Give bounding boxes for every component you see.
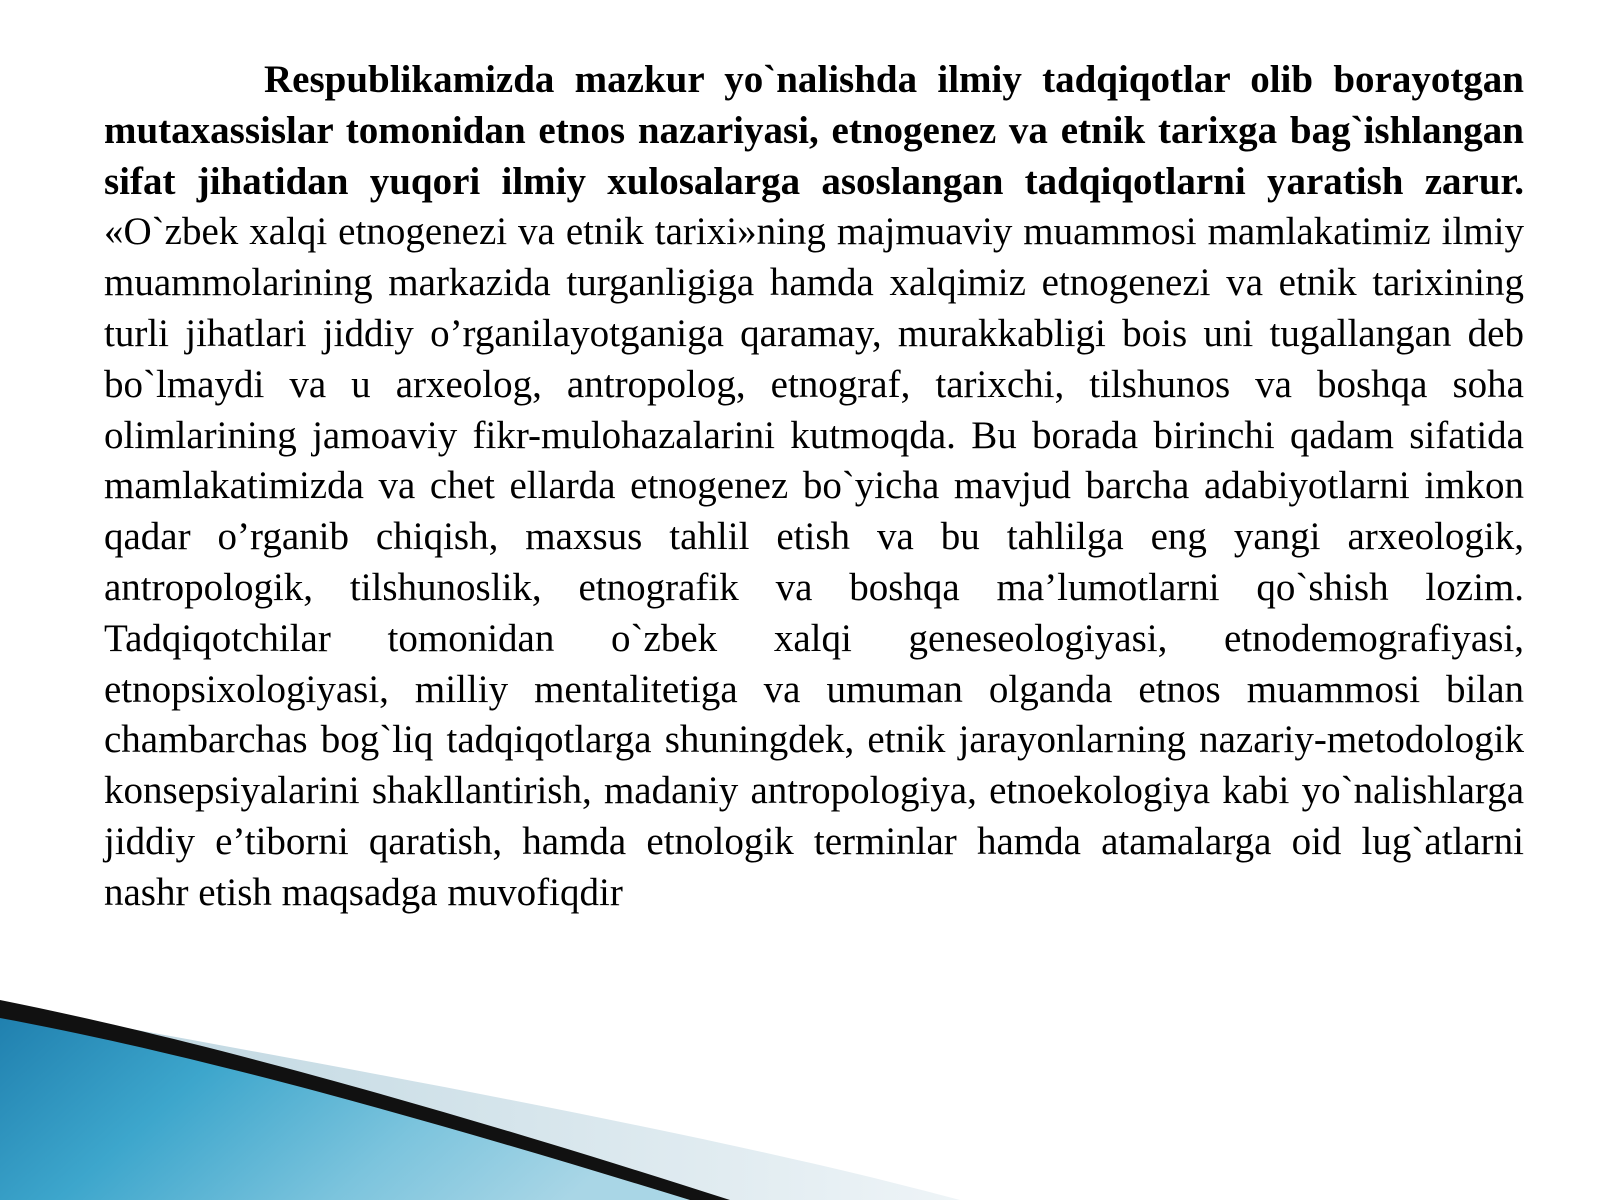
decor-light-sweep (0, 1005, 960, 1200)
bold-statement: Respublikamizda mazkur yo`nalishda ilmiy tadqiqotlar olib borayotgan mutaxassislar tomonidan etnos nazariyasi, etnogenez va etnik tarixga bag`ishlangan sifat jihatidan yuqori ilmiy xulosalarga asoslangan tadqiqotlarni yaratish zarur. (104, 58, 1524, 203)
decor-blue-sweep (0, 1010, 720, 1200)
body-paragraph (104, 55, 1524, 919)
body-text: «O`zbek xalqi etnogenezi va etnik tarixi»ning majmuaviy muammosi mamlakatimiz ilmiy muammolarining markazida turganligiga hamda xalqimiz etnogenezi va etnik tarixining turli jihatlari jiddiy o’rganilayotganiga qaramay, murakkabligi bois uni tugallangan deb bo`lmaydi va u arxeolog, antropolog, etnograf, tarixchi, tilshunos va boshqa soha olimlarining jamoaviy fikr-mulohazalarini kutmoqda. Bu borada birinchi qadam sifatida mamlakatimizda va chet ellarda etnogenez bo`yicha mavjud barcha adabiyotlarni imkon qadar o’rganib chiqish, maxsus tahlil etish va bu tahlilga eng yangi arxeologik, antropologik, tilshunoslik, etnografik va boshqa ma’lumotlarni qo`shish lozim. Tadqiqotchilar tomonidan o`zbek xalqi geneseologiyasi, etnodemografiyasi, etnopsixologiyasi, milliy mentalitetiga va umuman olganda etnos muammosi bilan chambarchas bog`liq tadqiqotlarga shuningdek, etnik jarayonlarning nazariy-metodologik konsepsiyalarini shakllantirish, madaniy antropologiya, etnoekologiya kabi yo`nalishlarga jiddiy e’tiborni qaratish, hamda etnologik terminlar hamda atamalarga oid lug`atlarni nashr etish maqsadga muvofiqdir (104, 210, 1524, 914)
decor-dark-stripe (0, 1000, 730, 1200)
